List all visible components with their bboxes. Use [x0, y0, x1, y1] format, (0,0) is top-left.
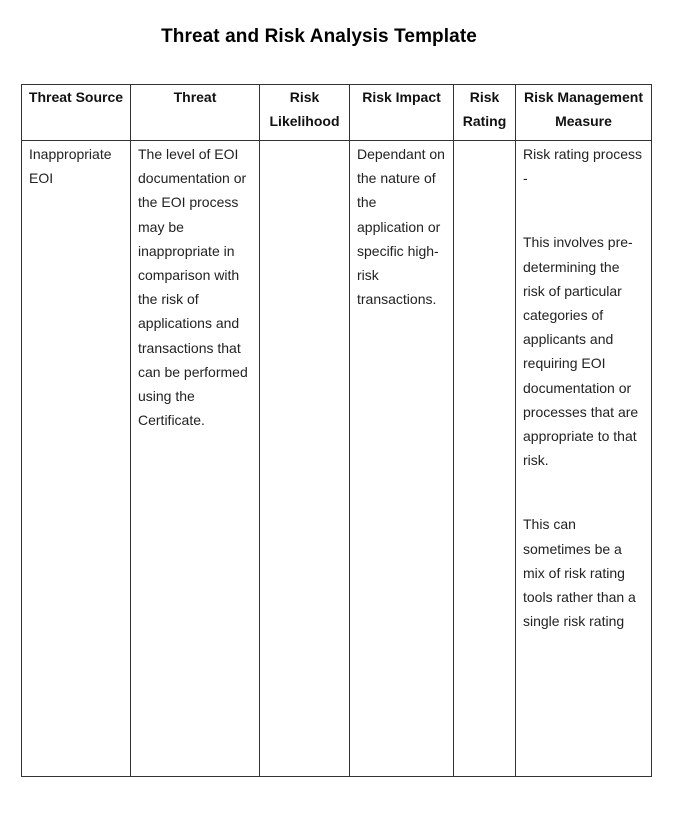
cell-risk-rating	[454, 141, 516, 777]
cell-line: the nature of	[357, 170, 436, 187]
header-label-line2: Rating	[462, 113, 507, 129]
cell-threat-source	[22, 141, 131, 777]
cell-line: categories of	[523, 307, 604, 324]
header-label-line1: Risk	[289, 89, 320, 105]
cell-line: the	[357, 194, 377, 211]
cell-line: inappropriate in	[138, 242, 235, 259]
cell-line: application or	[357, 218, 441, 235]
cell-line: the EOI process	[138, 194, 239, 211]
header-label: Threat Source	[28, 89, 124, 105]
header-label: Threat	[173, 89, 217, 105]
cell-line: applications and	[138, 315, 240, 332]
cell-line: risk	[357, 267, 379, 284]
table-header-row	[22, 85, 652, 141]
cell-line: requiring EOI	[523, 355, 606, 372]
header-label-line2: Measure	[555, 113, 612, 129]
cell-risk-management-measure	[516, 141, 652, 777]
cell-line: can be performed	[138, 363, 248, 380]
cell-line: transactions.	[357, 291, 437, 308]
paragraph-gap	[523, 190, 647, 230]
cell-line: -	[523, 170, 528, 187]
cell-line: single risk rating	[523, 613, 625, 630]
risk-analysis-table	[21, 84, 652, 777]
cell-line: sometimes be a	[523, 540, 622, 557]
cell-line: documentation or	[138, 170, 247, 187]
header-threat-source	[22, 85, 131, 141]
header-label-line1: Risk Management	[523, 89, 644, 105]
header-risk-rating	[454, 85, 516, 141]
cell-threat	[131, 141, 260, 777]
header-risk-management-measure	[516, 85, 652, 141]
cell-line: The level of EOI	[138, 146, 239, 162]
cell-line: Inappropriate	[29, 146, 112, 162]
header-label: Risk Impact	[362, 89, 441, 105]
cell-line: comparison with	[138, 267, 240, 284]
cell-risk-impact	[350, 141, 454, 777]
cell-line: tools rather than a	[523, 589, 636, 606]
paragraph-gap	[523, 472, 647, 512]
cell-line: appropriate to that	[523, 428, 637, 445]
cell-line: risk of particular	[523, 282, 622, 299]
cell-line: Dependant on	[357, 146, 445, 162]
cell-line: documentation or	[523, 379, 632, 396]
cell-line: transactions that	[138, 339, 241, 356]
cell-line: the risk of	[138, 291, 199, 308]
cell-line: specific high-	[357, 242, 439, 259]
cell-line: using the	[138, 388, 195, 405]
header-label-line2: Likelihood	[269, 113, 340, 129]
cell-line: Certificate.	[138, 412, 205, 429]
cell-risk-likelihood	[260, 141, 350, 777]
cell-line: mix of risk rating	[523, 564, 625, 581]
cell-line: determining the	[523, 258, 620, 275]
header-risk-impact	[350, 85, 454, 141]
cell-line: may be	[138, 218, 184, 235]
cell-line: This can	[523, 516, 576, 533]
cell-line: EOI	[29, 170, 54, 187]
cell-line: Risk rating process	[523, 146, 643, 162]
cell-line: This involves pre-	[523, 234, 633, 251]
table-row	[22, 141, 652, 777]
header-threat	[131, 85, 260, 141]
cell-line: processes that are	[523, 403, 639, 420]
header-label-line1: Risk	[469, 89, 500, 105]
cell-line: applicants and	[523, 331, 614, 348]
page-title: Threat and Risk Analysis Template	[161, 26, 477, 47]
header-risk-likelihood	[260, 85, 350, 141]
cell-line: risk.	[523, 452, 549, 469]
